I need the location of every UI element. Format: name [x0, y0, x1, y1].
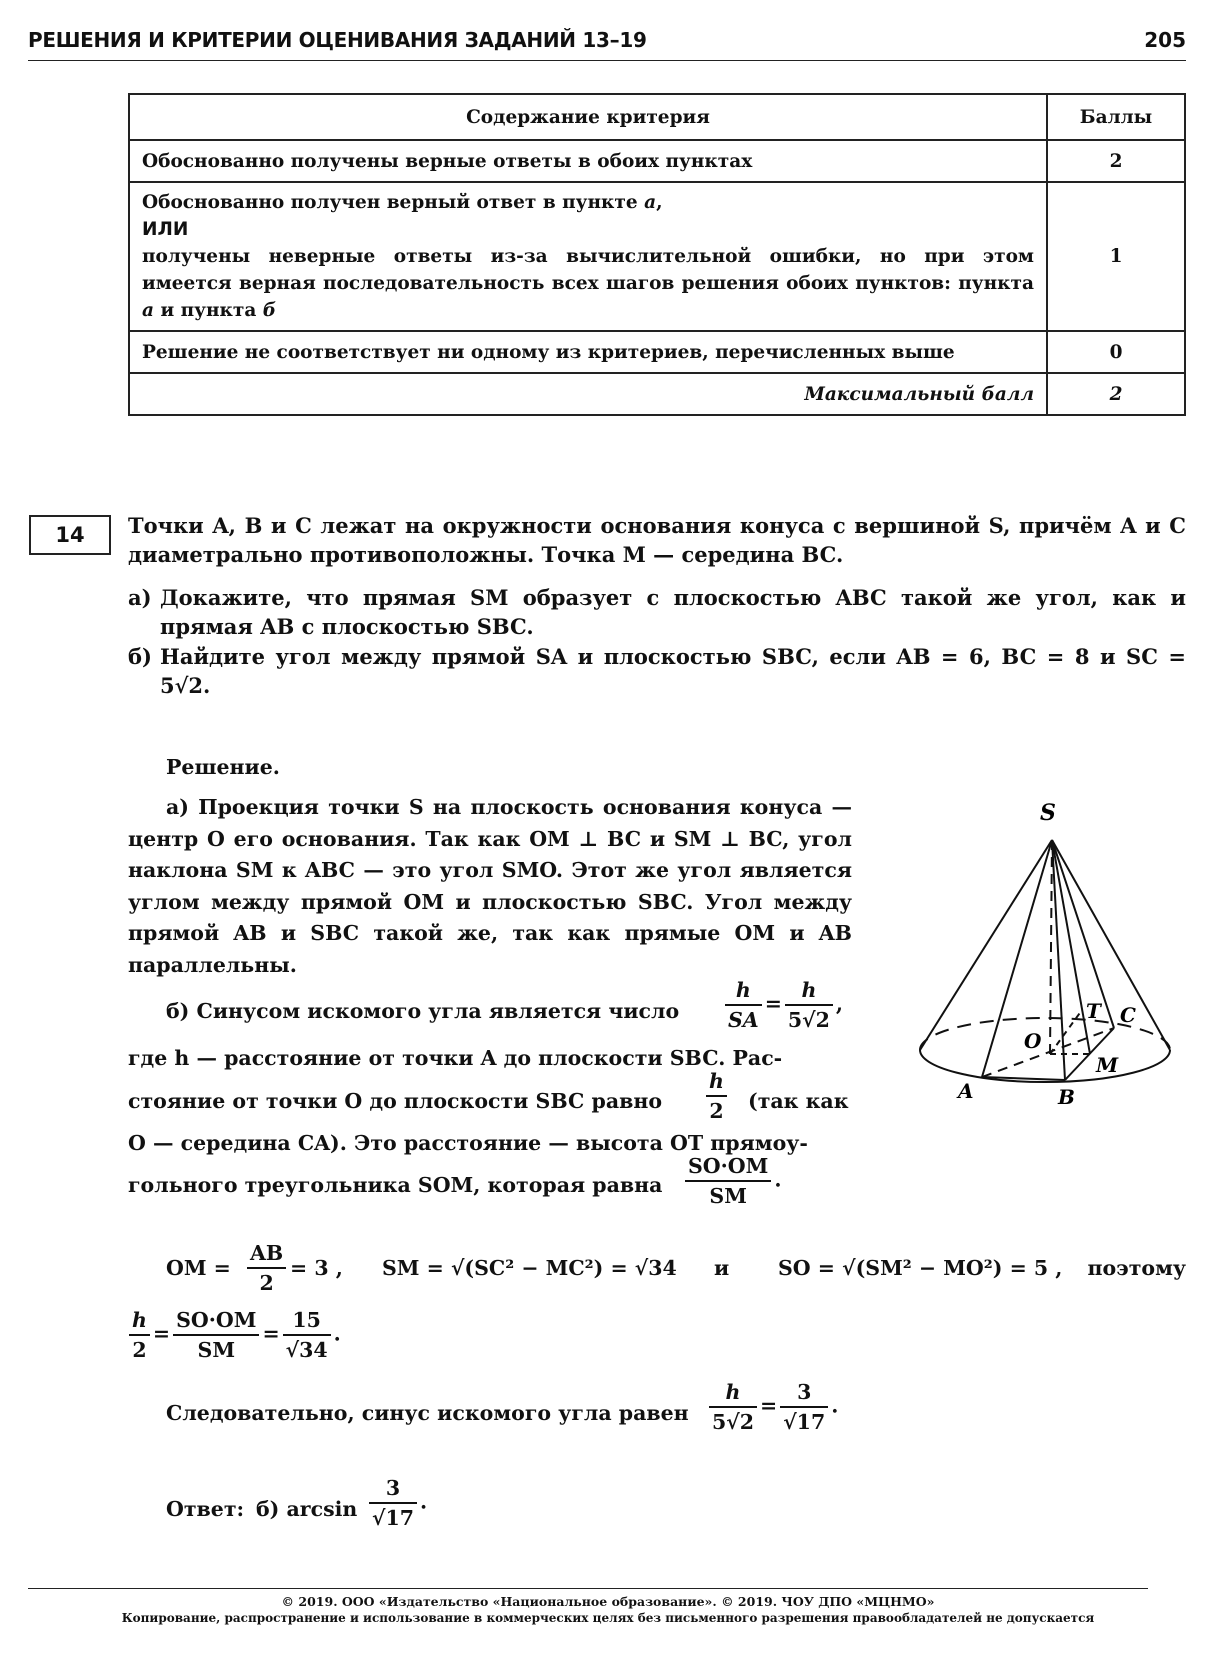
table-header-row — [129, 94, 1185, 140]
criterion-points: 2 — [1047, 140, 1185, 182]
page-header — [28, 26, 1186, 60]
col-header-points: Баллы — [1047, 94, 1185, 140]
criterion-text: Обоснованно получены верные ответы в обоих пунктах — [129, 140, 1047, 182]
height-SO — [1050, 840, 1052, 1054]
criterion-text: Обоснованно получен верный ответ в пункте а, ИЛИ получены неверные ответы из-за вычислительной ошибки, но при этом имеется верная последовательность всех шагов решения обоих пунктов: пункта а и пункта б — [129, 182, 1047, 331]
footer-copyright: © 2019. ООО «Издательство «Национальное образование». © 2019. ЧОУ ДПО «МЦНМО» — [281, 1594, 935, 1609]
solution-b-line2: где h — расстояние от точки A до плоскости SBC. Рас- — [128, 1046, 783, 1070]
label-C: C — [1120, 1003, 1136, 1027]
table-row — [129, 140, 1185, 182]
criteria-table — [128, 93, 1186, 416]
solution-b-start: б) Синусом искомого угла является число — [166, 999, 680, 1023]
page-number: 205 — [1144, 28, 1186, 52]
base-front-arc — [920, 1050, 1170, 1082]
conclusion-text: Следовательно, синус искомого угла равен — [166, 1401, 689, 1425]
sine-expression: $\frac{h}{SA}$ = $\frac{h}{5√2}$ , — [722, 976, 843, 1034]
task-intro: Точки A, B и C лежат на окружности основания конуса с вершиной S, причём A и C диаметрально противоположны. Точка M — середина BC. — [128, 513, 1186, 567]
max-score-label: Максимальный балл — [129, 373, 1047, 415]
criterion-text: Решение не соответствует ни одному из критериев, перечисленных выше — [129, 331, 1047, 373]
answer-fraction: $\frac{3}{√17}$ . — [366, 1474, 427, 1532]
answer-text: б) arcsin — [256, 1497, 358, 1521]
cone-figure — [900, 790, 1200, 1120]
label-O: O — [1024, 1029, 1042, 1053]
segment-AC — [982, 1028, 1114, 1077]
edge-SA — [982, 840, 1052, 1077]
conclusion-formula: $\frac{h}{5√2}$ = $\frac{3}{√17}$ . — [706, 1378, 838, 1436]
task-part-b: Найдите угол между прямой SA и плоскостью SBC, если AB = 6, BC = 8 и SC = 5√2. — [160, 644, 1186, 698]
solution-part-a: а) Проекция точки S на плоскость основания конуса — центр O его основания. Так как OM ⊥ BC и SM ⊥ BC, угол наклона SM к ABC — это угол SMO. Этот же угол является углом между прямой OM и плоскостью SBC. Угол между прямой AB и SBC такой же, так как прямые OM и AB параллельны. — [128, 795, 852, 977]
table-max-row — [129, 373, 1185, 415]
header-rule — [28, 60, 1186, 61]
solution-b-line5: гольного треугольника SOM, которая равна — [128, 1173, 663, 1197]
or-label: ИЛИ — [142, 219, 189, 240]
sm-formula: SM = √(SC² − MC²) = √34 — [382, 1256, 677, 1280]
criterion-points: 0 — [1047, 331, 1185, 373]
footer-rule — [28, 1588, 1148, 1589]
task-part-a: Докажите, что прямая SM образует с плоскостью ABC такой же угол, как и прямая AB с плоскостью SBC. — [160, 585, 1186, 639]
label-A: A — [958, 1079, 974, 1103]
h-half-formula: $\frac{h}{2}$ = $\frac{SO\cdot OM}{SM}$ = $\frac{15}{√34}$ . — [126, 1306, 341, 1364]
height-formula: $\frac{SO\cdot OM}{SM}$ . — [682, 1152, 782, 1210]
solution-heading: Решение. — [166, 755, 280, 779]
answer-label: Ответ: — [166, 1497, 245, 1521]
part-b-label: б) — [128, 644, 152, 669]
solution-b-line3-start: стояние от точки O до плоскости SBC равно — [128, 1089, 663, 1113]
formula-line: OM = $\frac{AB}{2}$ = 3 , SM = √(SC² − MC²) = √34 и SO = √(SM² − MO²) = 5 , поэтому — [166, 1241, 1186, 1295]
footer-notice: Копирование, распространение и использование в коммерческих целях без письменного разрешения правообладателей не допускается — [121, 1611, 1095, 1625]
criterion-points: 1 — [1047, 182, 1185, 331]
label-S: S — [1040, 800, 1056, 826]
page-header-title: РЕШЕНИЯ И КРИТЕРИИ ОЦЕНИВАНИЯ ЗАДАНИЙ 13–19 — [28, 28, 647, 52]
h-over-2: $\frac{h}{2}$ — [703, 1067, 730, 1125]
table-row — [129, 182, 1185, 331]
max-score-value: 2 — [1047, 373, 1185, 415]
col-header-content: Содержание критерия — [129, 94, 1047, 140]
label-B: B — [1058, 1085, 1075, 1109]
task-number: 14 — [29, 515, 111, 555]
label-T: T — [1086, 999, 1101, 1023]
label-M: M — [1096, 1053, 1119, 1077]
so-formula: SO = √(SM² − MO²) = 5 , — [778, 1256, 1063, 1280]
table-row — [129, 331, 1185, 373]
segment-OT — [1050, 1010, 1082, 1054]
solution-b-line3-end: (так как — [748, 1089, 849, 1113]
part-a-label: а) — [128, 585, 152, 610]
solution-b-line4: O — середина CA). Это расстояние — высота OT прямоу- — [128, 1131, 808, 1155]
